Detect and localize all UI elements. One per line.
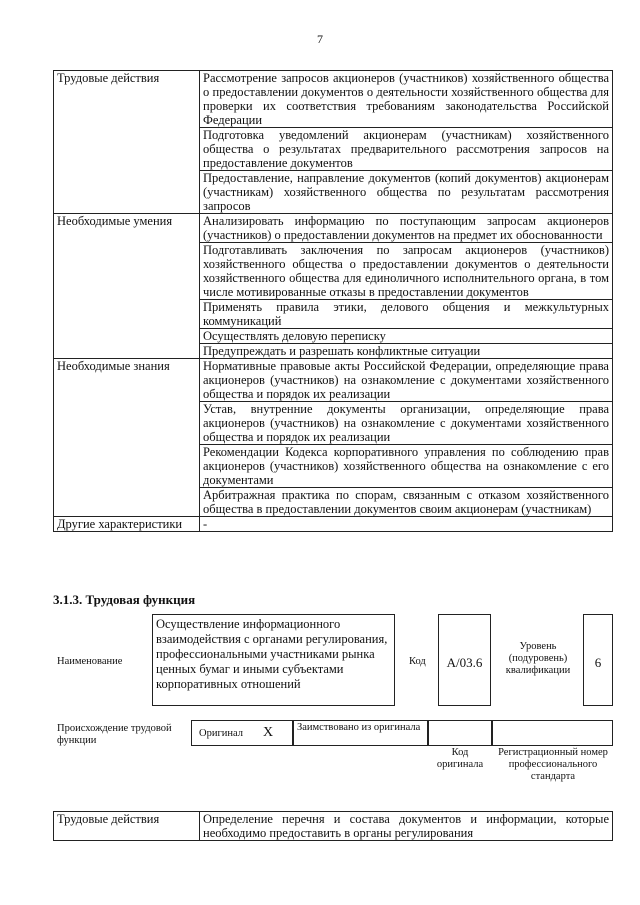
row-label: Трудовые действия (54, 71, 200, 214)
section-title: 3.1.3. Трудовая функция (53, 592, 196, 607)
table-cell: Рекомендации Кодекса корпоративного управления по соблюдению прав акционеров (участников) хозяйственного общества на ознакомление с его документами (200, 445, 613, 488)
table-cell: Нормативные правовые акты Российской Федерации, определяющие права акционеров (участников) на ознакомление с документами хозяйственного общества и порядок их реализации (200, 359, 613, 402)
table-cell: Осуществлять деловую переписку (200, 329, 613, 344)
function-name-value: Осуществление информационного взаимодействия с органами регулирования, профессиональными участниками рынка ценных бумаг и иными субъектами корпоративных отношений (156, 617, 388, 691)
level-label: Уровень (подуровень) квалификации (505, 641, 571, 676)
original-mark: X (263, 725, 274, 740)
original-box (191, 720, 293, 746)
reg-number-box (492, 720, 613, 746)
table-row (54, 71, 613, 128)
level-box (583, 614, 613, 706)
work-actions-table (53, 70, 613, 532)
code-value: А/03.6 (446, 655, 483, 670)
table-row (54, 812, 613, 841)
level-value: 6 (594, 655, 602, 670)
reg-number-caption: Регистрационный номер профессионального стандарта (498, 747, 608, 782)
borrowed-box (293, 720, 428, 746)
borrowed-label: Заимствовано из оригинала (297, 722, 421, 733)
table-cell: Применять правила этики, делового общения и межкультурных коммуникаций (200, 300, 613, 329)
row-label: Необходимые знания (54, 359, 200, 517)
table-cell: Определение перечня и состава документов и информации, которые необходимо предоставить в органы регулирования (200, 812, 613, 841)
row-label: Трудовые действия (54, 812, 200, 841)
table-cell: Арбитражная практика по спорам, связанным с отказом хозяйственного общества в предоставлении документов своим акционерам (участникам) (200, 488, 613, 517)
table-row (54, 214, 613, 243)
table-cell: Подготовка уведомлений акционерам (участникам) хозяйственного общества о результатах предварительного рассмотрения запросов на предоставление документов (200, 128, 613, 171)
original-label: Оригинал (199, 728, 243, 739)
table-cell: - (200, 517, 613, 532)
table-cell: Подготавливать заключения по запросам акционеров (участников) хозяйственного общества о предоставлении документов о деятельности хозяйственного общества для единоличного исполнительного органа, в том числе мотивированные отказы в предоставлении документов (200, 243, 613, 300)
table-row (54, 359, 613, 402)
code-original-caption: Код оригинала (436, 747, 484, 770)
work-actions-table-2 (53, 811, 613, 841)
function-name-box (152, 614, 395, 706)
table-cell: Предоставление, направление документов (копий документов) акционерам (участникам) хозяйственного общества по результатам рассмотрения запросов (200, 171, 613, 214)
row-label: Необходимые умения (54, 214, 200, 359)
table-cell: Устав, внутренние документы организации, определяющие права акционеров (участников) на ознакомление с документами хозяйственного общества и порядок их реализации (200, 402, 613, 445)
code-label: Код (409, 656, 426, 667)
code-box (438, 614, 491, 706)
code-original-box (428, 720, 492, 746)
name-label: Наименование (57, 656, 123, 667)
row-label: Другие характеристики (54, 517, 200, 532)
table-cell: Анализировать информацию по поступающим запросам акционеров (участников) о предоставлении документов на предмет их обоснованности (200, 214, 613, 243)
origin-label: Происхождение трудовой функции (57, 723, 172, 746)
table-cell: Рассмотрение запросов акционеров (участников) хозяйственного общества о предоставлении документов о деятельности хозяйственного общества для проверки их соответствия требованиям законодательства Российской Федерации (200, 71, 613, 128)
table-row (54, 517, 613, 532)
page-number: 7 (317, 32, 323, 46)
table-cell: Предупреждать и разрешать конфликтные ситуации (200, 344, 613, 359)
